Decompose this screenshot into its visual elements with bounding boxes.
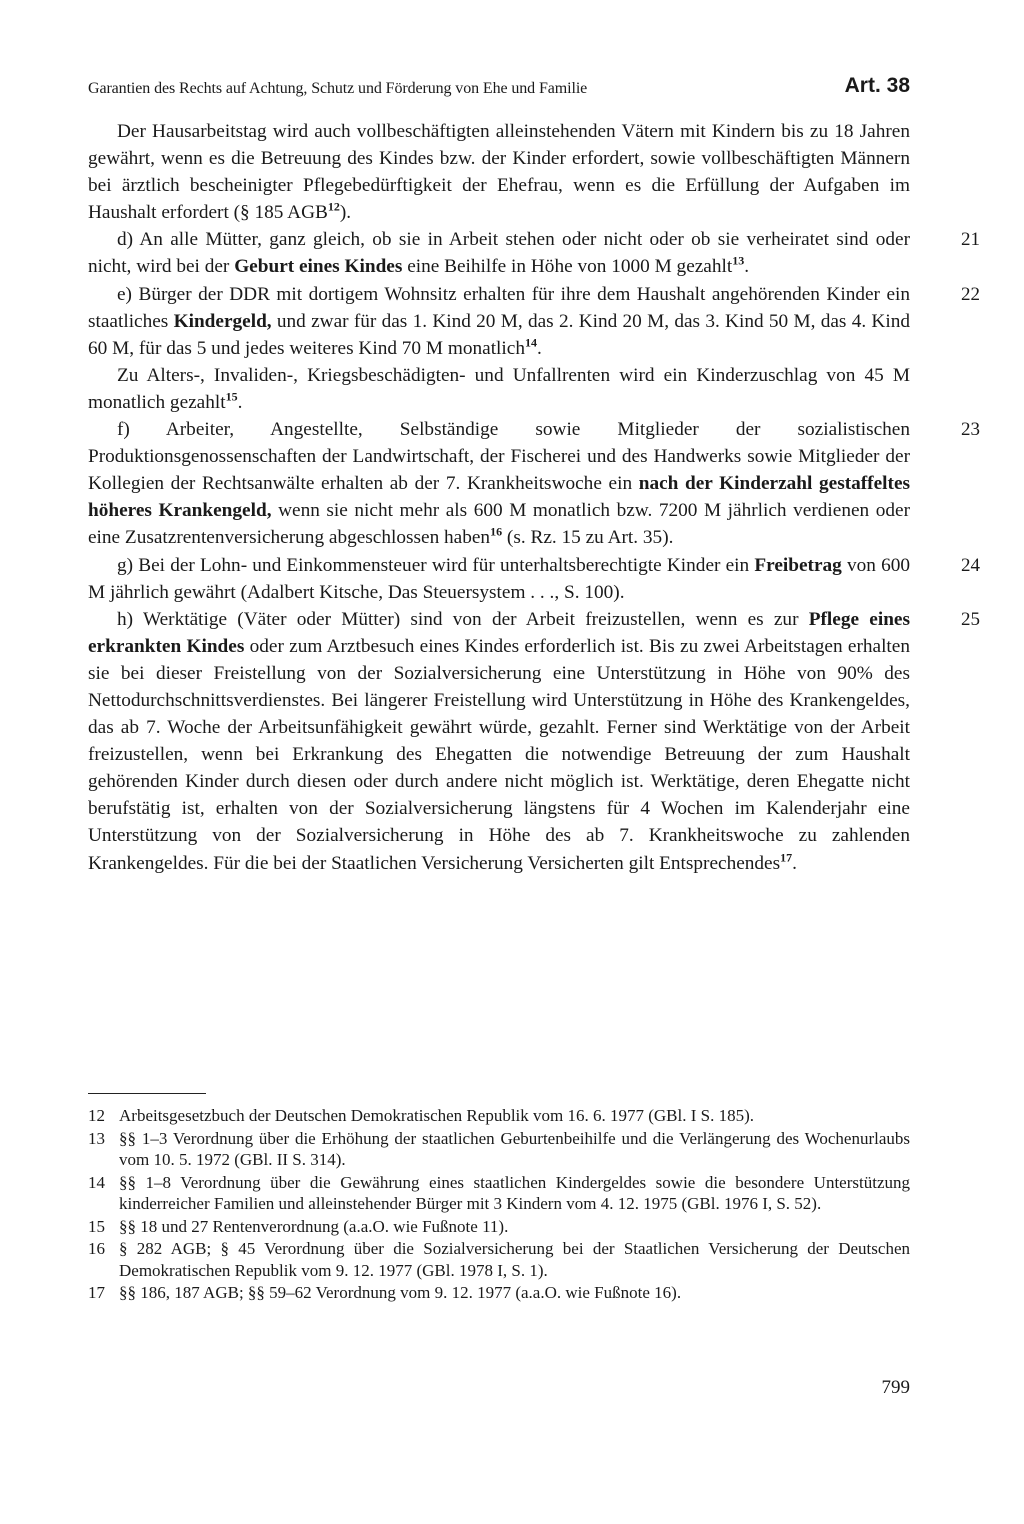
book-page — [88, 0, 980, 1524]
footnote-text: §§ 1–3 Verordnung über die Erhöhung der staatlichen Geburtenbeihilfe und die Verlängerung des Wochenurlaubs vom 10. 5. 1972 (GBl. II S. 314). — [119, 1128, 910, 1169]
footnote-text: § 282 AGB; § 45 Verordnung über die Sozialversicherung bei der Staatlichen Versicherung der Deutschen Demokratischen Republik vom 9. 12. 1977 (GBl. 1978 I, S. 1). — [119, 1239, 910, 1280]
text-run: g) Bei der Lohn- und Einkommensteuer wird für unterhaltsberechtigte Kinder ein — [117, 554, 755, 576]
paragraph — [88, 281, 980, 362]
text-run: . — [237, 391, 243, 413]
paragraph — [88, 416, 980, 551]
page-number: 799 — [881, 1377, 910, 1398]
article-number: Art. 38 — [844, 74, 910, 97]
page-header — [88, 74, 910, 104]
text-run: Zu Alters-, Invaliden-, Kriegsbeschädigten- und Unfallrenten wird ein Kinderzuschlag von 45 M monatlich gezahlt — [88, 364, 910, 413]
footnote — [88, 1172, 910, 1215]
footnote-ref: 14 — [524, 335, 537, 350]
footnote — [88, 1216, 910, 1238]
footnote-text: §§ 186, 187 AGB; §§ 59–62 Verordnung vom 9. 12. 1977 (a.a.O. wie Fußnote 16). — [119, 1283, 682, 1302]
text-run: Der Hausarbeitstag wird auch vollbeschäftigten alleinstehenden Vätern mit Kindern bis zu 18 Jahren gewährt, wenn es die Betreuung des Kindes bzw. der Kinder erfordert, sowie vollbeschäftigten Männern bei ärztlich bescheinigter Pflegebedürftigkeit der Ehefrau, wenn es die Erfüllung der Aufgaben im Haushalt erfordert (§ 185 AGB — [88, 121, 910, 224]
footnote-ref: 17 — [780, 850, 793, 865]
bold-term: Geburt eines Kindes — [234, 256, 403, 278]
footnote — [88, 1105, 910, 1127]
paragraph — [88, 362, 910, 416]
text-run: . — [792, 852, 797, 874]
footnote-text: §§ 1–8 Verordnung über die Gewährung eines staatlichen Kindergeldes sowie die besondere Unterstützung kinderreicher Familien und alleinstehender Bürger mit 3 Kindern vom 4. 12. 1975 (GBl. 1976 I, S. 52). — [119, 1172, 910, 1213]
margin-number: 23 — [961, 419, 980, 441]
paragraph — [88, 226, 980, 280]
text-run: ). — [339, 202, 352, 224]
footnote-number: 17 — [88, 1283, 105, 1302]
bold-term: Freibetrag — [754, 554, 842, 576]
paragraph — [88, 606, 980, 877]
text-run: (s. Rz. 15 zu Art. 35). — [502, 527, 674, 549]
text-run: . — [536, 337, 542, 359]
footnote-number: 14 — [88, 1172, 105, 1192]
text-run: von 600 M jährlich gewährt (Adalbert Kitsche, Das Steuersystem . . ., S. 100). — [88, 554, 910, 603]
bold-term: Kindergeld, — [173, 310, 272, 332]
footnote — [88, 1282, 910, 1304]
footnote-ref: 12 — [327, 199, 340, 214]
footnote-text: §§ 18 und 27 Rentenverordnung (a.a.O. wie Fußnote 11). — [119, 1216, 509, 1236]
footnote-number: 15 — [88, 1216, 105, 1236]
footnote-number: 13 — [88, 1128, 105, 1148]
text-run: h) Werktätige (Väter oder Mütter) sind von der Arbeit freizustellen, wenn es zur — [117, 608, 809, 630]
text-run: f) Arbeiter, Angestellte, Selbständige sowie Mitglieder der sozialistischen Produktionsgenossenschaften der Landwirtschaft, der Fischerei und des Handwerks sowie Mitglieder der Kollegien der Rechtsanwälte erhalten ab der 7. Krankheitswoche ein — [88, 419, 910, 495]
margin-number: 25 — [961, 608, 980, 630]
text-run: . — [744, 256, 750, 278]
footnote-ref: 16 — [490, 524, 503, 539]
footnotes — [88, 1105, 910, 1305]
text-run: oder zum Arztbesuch eines Kindes erforderlich ist. Bis zu zwei Arbeitstagen erhalten sie bei dieser Freistellung von der Sozialversicherung eine Unterstützung in Höhe von 90% des Nettodurchschnittsverdienstes. Bei längerer Freistellung wird Unterstützung in Höhe des Krankengeldes, das ab 7. Woche der Arbeitsunfähigkeit gewährt würde, gezahlt. Ferner sind Werktätige von der Arbeit freizustellen, wenn bei Erkrankung des Ehegatten die notwendige Betreuung der zum Haushalt gehörenden Kinder durch diesen oder durch andere nicht möglich ist. Werktätige, deren Ehegatte nicht berufstätig ist, erhalten von der Sozialversicherung längstens für 4 Wochen im Kalenderjahr eine Unterstützung von der Sozialversicherung in Höhe des ab 7. Krankheitswoche zu zahlenden Krankengeldes. Für die bei der Staatlichen Versicherung Versicherten gilt Entsprechendes — [88, 635, 910, 874]
margin-number: 21 — [961, 229, 980, 251]
footnote — [88, 1238, 910, 1281]
text-run: e) Bürger der DDR mit dortigem Wohnsitz erhalten für ihre dem Haushalt angehörenden Kinder ein staatliches — [88, 283, 910, 332]
margin-number: 24 — [961, 554, 980, 576]
bold-term: Pflege eines erkrankten Kindes — [88, 608, 910, 657]
footnote-ref: 13 — [732, 254, 745, 269]
text-run: und zwar für das 1. Kind 20 M, das 2. Kind 20 M, das 3. Kind 50 M, das 4. Kind 60 M, für das 5 und jedes weiteres Kind 70 M monatlich — [88, 310, 910, 359]
text-run: wenn sie nicht mehr als 600 M monatlich bzw. 7200 M jährlich verdienen oder eine Zusatzrentenversicherung abgeschlossen haben — [88, 500, 910, 549]
footnote — [88, 1128, 910, 1171]
bold-term: nach der Kinderzahl gestaffeltes höheres Krankengeld, — [88, 473, 911, 522]
footnote-number: 16 — [88, 1239, 105, 1258]
paragraph — [88, 552, 980, 606]
margin-number: 22 — [961, 283, 980, 305]
body-text — [88, 118, 980, 877]
text-run: eine Beihilfe in Höhe von 1000 M gezahlt — [402, 256, 733, 278]
footnote-separator — [88, 1093, 206, 1094]
footnote-number: 12 — [88, 1106, 105, 1125]
footnote-ref: 15 — [225, 389, 238, 404]
running-head: Garantien des Rechts auf Achtung, Schutz und Förderung von Ehe und Familie — [88, 80, 588, 97]
text-run: d) An alle Mütter, ganz gleich, ob sie in Arbeit stehen oder nicht oder ob sie verheiratet sind oder nicht, wird bei der — [88, 229, 910, 278]
footnote-text: Arbeitsgesetzbuch der Deutschen Demokratischen Republik vom 16. 6. 1977 (GBl. I S. 185). — [119, 1106, 755, 1125]
paragraph — [88, 118, 910, 226]
